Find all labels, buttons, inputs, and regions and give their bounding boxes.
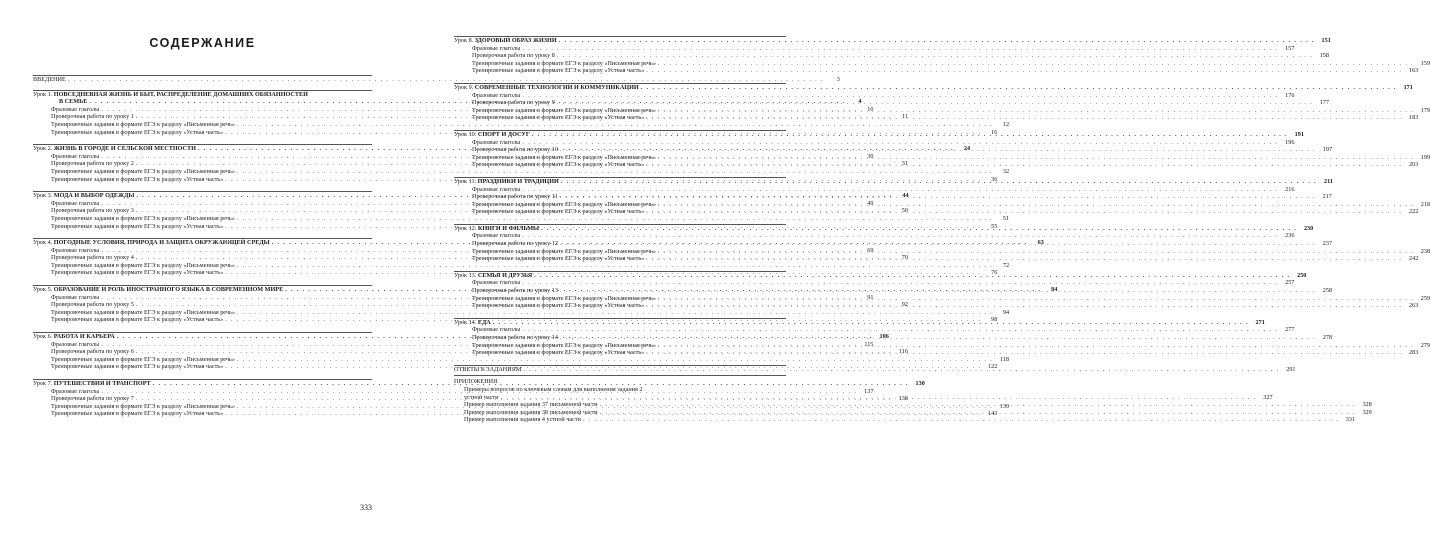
entry-label: Фразовые глаголы — [472, 138, 521, 146]
leader-dots — [523, 366, 1279, 374]
entry-page: 203 — [1409, 161, 1419, 169]
leader-dots — [646, 67, 1402, 75]
lesson-title: КНИГИ И ФИЛЬМЫ — [477, 224, 540, 232]
toc-sub-entry — [454, 67, 1419, 75]
leader-dots — [522, 186, 1278, 194]
leader-dots — [560, 287, 1316, 295]
leader-dots — [522, 279, 1278, 287]
lesson-prefix: Урок 9. — [454, 83, 474, 91]
lesson-label — [33, 239, 270, 247]
entry-page: 72 — [1002, 261, 1010, 269]
lesson-label — [33, 286, 283, 294]
entry-label: Фразовые глаголы — [51, 387, 100, 395]
entry-label: Тренировочные задания в формате ЕГЭ к разделу «Устная часть» — [472, 114, 645, 122]
entry-label: В СЕМЬЕ — [59, 98, 88, 106]
entry-label: Тренировочные задания в формате ЕГЭ к разделу «Письменная речь» — [472, 247, 656, 255]
toc-sub-entry — [33, 214, 1010, 223]
leader-dots — [493, 319, 1249, 327]
lesson-heading — [454, 83, 1413, 92]
entry-page: 158 — [1319, 52, 1329, 60]
entry-page: 118 — [999, 355, 1010, 363]
entry-label: Тренировочные задания в формате ЕГЭ к разделу «Письменная речь» — [51, 355, 235, 363]
lesson-title: ПОГОДНЫЕ УСЛОВИЯ, ПРИРОДА И ЗАЩИТА ОКРУЖАЮЩЕЙ СРЕДЫ — [53, 239, 270, 247]
entry-page: 177 — [1319, 99, 1329, 107]
leader-dots — [522, 232, 1278, 240]
entry-label: Тренировочные задания в формате ЕГЭ к разделу «Письменная речь» — [472, 106, 656, 114]
leader-dots — [600, 401, 1356, 409]
leader-dots — [646, 208, 1402, 216]
entry-page: 176 — [1285, 91, 1295, 99]
entry-page: 94 — [1002, 308, 1010, 316]
lesson-title: ЕДА — [477, 318, 491, 326]
entry-label: Тренировочные задания в формате ЕГЭ к разделу «Письменная речь» — [472, 341, 656, 349]
entry-label: Проверочная работа по уроку 12 — [472, 240, 558, 248]
lesson-page: 211 — [1323, 177, 1333, 185]
lesson-page: 24 — [963, 145, 971, 153]
entry-label: Тренировочные задания в формате ЕГЭ к разделу «Письменная речь» — [472, 153, 656, 161]
entry-page: 278 — [1322, 334, 1333, 341]
entry-page: 55 — [991, 222, 998, 230]
leader-dots — [560, 146, 1316, 154]
lesson-title: ПУТЕШЕСТВИЯ И ТРАНСПОРТ — [53, 380, 151, 387]
entry-page: 4 — [858, 98, 862, 106]
entry-page: 159 — [1420, 59, 1430, 67]
leader-dots — [532, 128, 1288, 139]
entry-label: Фразовые глаголы — [51, 293, 100, 301]
lesson-page: 151 — [1321, 37, 1331, 44]
toc-sub-entry — [454, 91, 1295, 100]
entry-label: Тренировочные задания в формате ЕГЭ к разделу «Письменная речь» — [51, 167, 235, 175]
toc-annex-entry — [454, 416, 1356, 424]
entry-label: Фразовые глаголы — [51, 199, 100, 207]
entry-label: Проверочная работа по уроку 9 — [472, 99, 555, 107]
entry-page: 263 — [1409, 302, 1419, 310]
entry-label: Тренировочные задания в формате ЕГЭ к разделу «Письменная речь» — [472, 200, 656, 208]
lesson-page: 171 — [1403, 83, 1413, 91]
entry-page: 30 — [867, 152, 874, 160]
entry-page: 258 — [1322, 287, 1333, 295]
entry-label: Тренировочные задания в формате ЕГЭ к разделу «Устная часть» — [472, 302, 645, 310]
lesson-prefix: Урок 1. — [33, 90, 53, 98]
entry-page: 137 — [864, 387, 874, 395]
toc-sub-entry — [454, 185, 1295, 194]
leader-dots — [658, 154, 1414, 162]
entry-page: 329 — [1362, 408, 1372, 416]
entry-label: Проверочная работа по уроку 13 — [472, 287, 558, 295]
entry-label: Тренировочные задания в формате ЕГЭ к разделу «Устная часть» — [472, 161, 645, 169]
lesson-label — [454, 37, 557, 45]
entry-page: 50 — [901, 207, 908, 215]
entry-page: 197 — [1322, 146, 1333, 154]
entry-page: 76 — [991, 269, 998, 277]
entry-page: 143 — [988, 410, 998, 418]
leader-dots — [560, 240, 1316, 248]
entry-page: 237 — [1322, 240, 1333, 248]
entry-label: Тренировочные задания в формате ЕГЭ к разделу «Устная часть» — [51, 316, 224, 324]
leader-dots — [658, 107, 1414, 115]
lesson-label — [33, 380, 151, 388]
entry-label: Тренировочные задания в формате ЕГЭ к разделу «Письменная речь» — [51, 308, 235, 316]
toc-sub-entry — [454, 44, 1295, 53]
entry-page: 218 — [1420, 200, 1430, 208]
entry-label: Тренировочные задания в формате ЕГЭ к разделу «Устная часть» — [51, 175, 224, 183]
lesson-label — [33, 145, 196, 153]
lesson-prefix: Урок 3. — [33, 192, 53, 200]
entry-page: 36 — [991, 175, 998, 183]
lesson-page: 271 — [1255, 318, 1265, 326]
leader-dots — [560, 193, 1316, 201]
leader-dots — [560, 334, 1316, 342]
entry-page: 116 — [898, 348, 908, 356]
toc-sub-entry — [454, 52, 1329, 60]
leader-dots — [658, 342, 1414, 350]
entry-page: 139 — [999, 402, 1010, 410]
toc-sub-entry — [454, 138, 1295, 147]
entry-label: Проверочная работа по уроку 8 — [472, 52, 555, 60]
entry-label: Фразовые глаголы — [51, 105, 100, 113]
entry-page: 279 — [1420, 341, 1430, 349]
entry-label: Проверочная работа по уроку 6 — [51, 348, 134, 356]
entry-label: Тренировочные задания в формате ЕГЭ к разделу «Устная часть» — [51, 128, 224, 136]
leader-dots — [557, 99, 1313, 107]
lesson-prefix: Урок 8. — [454, 37, 474, 44]
entry-page: 11 — [901, 113, 908, 121]
lesson-prefix: Урок 7. — [33, 380, 53, 387]
entry-label: Тренировочные задания в формате ЕГЭ к разделу «Письменная речь» — [472, 294, 656, 302]
toc-sub-entry — [33, 355, 1010, 364]
entry-label: Фразовые глаголы — [472, 232, 521, 240]
entry-page: 259 — [1420, 294, 1430, 302]
entry-page: 12 — [1002, 120, 1010, 128]
annex-rule — [454, 375, 786, 376]
entry-label: Тренировочные задания в формате ЕГЭ к разделу «Устная часть» — [472, 349, 645, 357]
entry-page: 222 — [1409, 208, 1419, 216]
entry-label: устной части — [464, 393, 499, 401]
entry-label: Проверочная работа по уроку 3 — [51, 207, 134, 215]
lesson-label — [454, 131, 530, 139]
leader-dots — [500, 394, 1256, 402]
entry-label: Тренировочные задания в формате ЕГЭ к разделу «Устная часть» — [51, 363, 224, 371]
entry-label: Тренировочные задания в формате ЕГЭ к разделу «Устная часть» — [472, 255, 645, 263]
lesson-prefix: Урок 4. — [33, 239, 53, 247]
toc-sub-entry — [33, 167, 1010, 176]
entry-page: 199 — [1420, 153, 1430, 161]
entry-label: Проверочная работа по уроку 10 — [472, 146, 558, 154]
entry-page: 291 — [1286, 365, 1296, 373]
lesson-page: 44 — [902, 192, 909, 200]
leader-dots — [522, 139, 1278, 147]
leader-dots — [646, 161, 1402, 169]
lesson-prefix: Урок 5. — [33, 286, 53, 294]
leader-dots — [658, 295, 1414, 303]
lesson-label — [33, 192, 134, 200]
entry-label: Тренировочные задания в формате ЕГЭ к разделу «Письменная речь» — [51, 120, 235, 128]
entry-label: Фразовые глаголы — [51, 340, 100, 348]
leader-dots — [646, 114, 1402, 122]
entry-page: 257 — [1285, 279, 1295, 287]
entry-label: Пример выполнения задания 4 устной части — [464, 416, 581, 424]
entry-label: Фразовые глаголы — [51, 152, 100, 160]
lesson-title: ПОВСЕДНЕВНАЯ ЖИЗНЬ И БЫТ, РАСПРЕДЕЛЕНИЕ ДОМАШНИХ ОБЯЗАННОСТЕЙ — [53, 90, 308, 98]
entry-page: 69 — [867, 246, 874, 254]
entry-page: 122 — [988, 363, 998, 371]
lesson-label — [454, 178, 559, 186]
leader-dots — [646, 255, 1402, 263]
leader-dots — [559, 37, 1315, 45]
lesson-label — [33, 333, 115, 341]
entry-label: Тренировочные задания в формате ЕГЭ к разделу «Письменная речь» — [51, 261, 235, 269]
entry-page: 331 — [1345, 416, 1356, 424]
lesson-group — [454, 36, 1430, 75]
entry-label: Тренировочные задания в формате ЕГЭ к разделу «Устная часть» — [472, 67, 645, 75]
lesson-page: 106 — [879, 333, 889, 341]
entry-label: ВВЕДЕНИЕ — [33, 76, 66, 83]
entry-label: Пример выполнения задания 37 письменной части — [464, 401, 598, 409]
entry-label: Фразовые глаголы — [472, 91, 521, 99]
lesson-page: 191 — [1294, 130, 1304, 138]
page-number: 333 — [360, 503, 372, 512]
entry-label: Тренировочные задания в формате ЕГЭ к разделу «Письменная речь» — [51, 214, 235, 222]
entry-page: 49 — [867, 199, 874, 207]
entry-label: Фразовые глаголы — [472, 44, 521, 52]
entry-page: 236 — [1285, 232, 1295, 240]
entry-label: Проверочная работа по уроку 4 — [51, 254, 134, 262]
lesson-label — [454, 319, 491, 327]
entry-page: 217 — [1322, 193, 1332, 201]
entry-label: Тренировочные задания в формате ЕГЭ к разделу «Устная часть» — [51, 410, 224, 418]
toc-sub-entry — [33, 120, 1010, 129]
lesson-title: ОБРАЗОВАНИЕ И РОЛЬ ИНОСТРАННОГО ЯЗЫКА В СОВРЕМЕННОМ МИРЕ — [53, 286, 284, 294]
leader-dots — [646, 349, 1402, 357]
entry-page: 157 — [1285, 44, 1295, 52]
lesson-page: 230 — [1303, 224, 1314, 232]
entry-page: 98 — [991, 316, 998, 324]
entry-label: Проверочная работа по уроку 2 — [51, 160, 134, 168]
lesson-title: СЕМЬЯ И ДРУЗЬЯ — [477, 271, 533, 279]
toc-sub-entry — [33, 261, 1010, 270]
entry-label: Тренировочные задания в формате ЕГЭ к разделу «Устная часть» — [51, 222, 224, 230]
entry-page: 70 — [901, 254, 908, 262]
entry-label: Тренировочные задания в формате ЕГЭ к разделу «Устная часть» — [472, 208, 645, 216]
leader-dots — [658, 248, 1414, 256]
leader-dots — [557, 52, 1313, 60]
entry-label: Фразовые глаголы — [472, 279, 521, 287]
entry-page: 3 — [836, 76, 840, 83]
entry-page: 115 — [864, 340, 874, 348]
lesson-page: 84 — [1051, 286, 1058, 294]
leader-dots — [561, 175, 1317, 186]
entry-page: 91 — [867, 293, 874, 301]
toc-title: СОДЕРЖАНИЕ — [149, 36, 256, 50]
leader-dots — [641, 84, 1397, 92]
toc-sub-entry — [454, 232, 1295, 240]
lesson-page: 250 — [1297, 271, 1307, 279]
leader-dots — [522, 45, 1278, 53]
entry-page: 283 — [1409, 349, 1419, 357]
lesson-prefix: Урок 11. — [454, 177, 477, 185]
leader-dots — [658, 60, 1414, 68]
entry-page: 196 — [1285, 138, 1295, 146]
lesson-title: РАБОТА И КАРЬЕРА — [53, 333, 115, 341]
entry-page: 277 — [1285, 326, 1295, 334]
entry-page: 163 — [1409, 67, 1419, 75]
lesson-title: ЗДОРОВЫЙ ОБРАЗ ЖИЗНИ — [474, 37, 557, 44]
entry-label: Проверочная работа по уроку 11 — [472, 193, 558, 201]
toc-sub-entry — [33, 308, 1010, 317]
lesson-prefix: Урок 13. — [454, 271, 477, 279]
leader-dots — [658, 201, 1414, 209]
entry-label: Проверочная работа по уроку 1 — [51, 113, 134, 121]
leader-dots — [522, 92, 1278, 100]
entry-page: 92 — [901, 301, 908, 309]
entry-label: Проверочная работа по уроку 14 — [472, 334, 558, 341]
entry-page: 238 — [1420, 247, 1430, 255]
leader-dots — [522, 326, 1278, 334]
leader-dots — [600, 409, 1356, 417]
entry-label: Проверочная работа по уроку 5 — [51, 301, 134, 309]
lesson-heading — [454, 37, 1331, 45]
entry-page: 242 — [1409, 255, 1419, 263]
entry-label: ОТВЕТЫ К ЗАДАНИЯМ — [454, 365, 522, 373]
toc-sub-entry — [454, 279, 1295, 287]
entry-page: 327 — [1263, 393, 1273, 401]
lesson-prefix: Урок 14. — [454, 318, 477, 326]
entry-page: 216 — [1285, 185, 1295, 193]
annex-entry-first-line1: Примеры вопросов по ключевым словам для выполнения задания 2 — [464, 385, 643, 393]
entry-label: Тренировочные задания в формате ЕГЭ к разделу «Устная часть» — [51, 269, 224, 277]
lesson-prefix: Урок 2. — [33, 145, 53, 153]
entry-page: 328 — [1362, 401, 1372, 409]
lesson-label — [454, 272, 532, 280]
toc-entry-intro — [33, 76, 840, 84]
lesson-prefix: Урок 6. — [33, 333, 53, 341]
entry-label: Фразовые глаголы — [51, 246, 100, 254]
lesson-label — [454, 84, 639, 92]
leader-dots — [534, 272, 1290, 280]
lesson-prefix: Урок 10. — [454, 130, 477, 138]
leader-dots — [583, 416, 1339, 424]
lesson-title: ЖИЗНЬ В ГОРОДЕ И СЕЛЬСКОЙ МЕСТНОСТИ — [53, 145, 196, 153]
toc-sub-entry — [454, 99, 1329, 107]
entry-label: Тренировочные задания в формате ЕГЭ к разделу «Письменная речь» — [472, 59, 656, 67]
lesson-title: СПОРТ И ДОСУГ — [477, 130, 530, 138]
entry-page: 183 — [1409, 114, 1419, 122]
entry-label: Фразовые глаголы — [472, 185, 521, 193]
entry-label: Тренировочные задания в формате ЕГЭ к разделу «Письменная речь» — [51, 402, 235, 410]
lesson-prefix: Урок 12. — [454, 224, 477, 232]
entry-label: Пример выполнения задания 38 письменной части — [464, 408, 598, 416]
lesson-heading-line1 — [33, 91, 372, 99]
leader-dots — [541, 222, 1297, 233]
toc-sub-entry — [454, 59, 1430, 68]
entry-page: 51 — [1002, 214, 1010, 222]
annex-title: ПРИЛОЖЕНИЯ — [454, 378, 498, 386]
entry-page: 32 — [1002, 167, 1010, 175]
entry-page: 179 — [1420, 106, 1430, 114]
lesson-label — [454, 225, 539, 233]
leader-dots — [646, 302, 1402, 310]
lesson-title: МОДА И ВЫБОР ОДЕЖДЫ — [53, 192, 135, 200]
lesson-page: 63 — [1037, 239, 1044, 247]
entry-page: 31 — [901, 160, 908, 168]
entry-page: 16 — [991, 128, 998, 136]
lesson-title: СОВРЕМЕННЫЕ ТЕХНОЛОГИИ И КОММУНИКАЦИИ — [474, 83, 639, 91]
lesson-page: 130 — [915, 380, 925, 387]
entry-label: Фразовые глаголы — [472, 326, 521, 334]
toc-sub-entry — [454, 326, 1295, 334]
lesson-title: ПРАЗДНИКИ И ТРАДИЦИИ — [477, 177, 559, 185]
entry-label: Проверочная работа по уроку 7 — [51, 395, 134, 403]
entry-page: 10 — [867, 105, 874, 113]
entry-page: 138 — [898, 395, 908, 403]
